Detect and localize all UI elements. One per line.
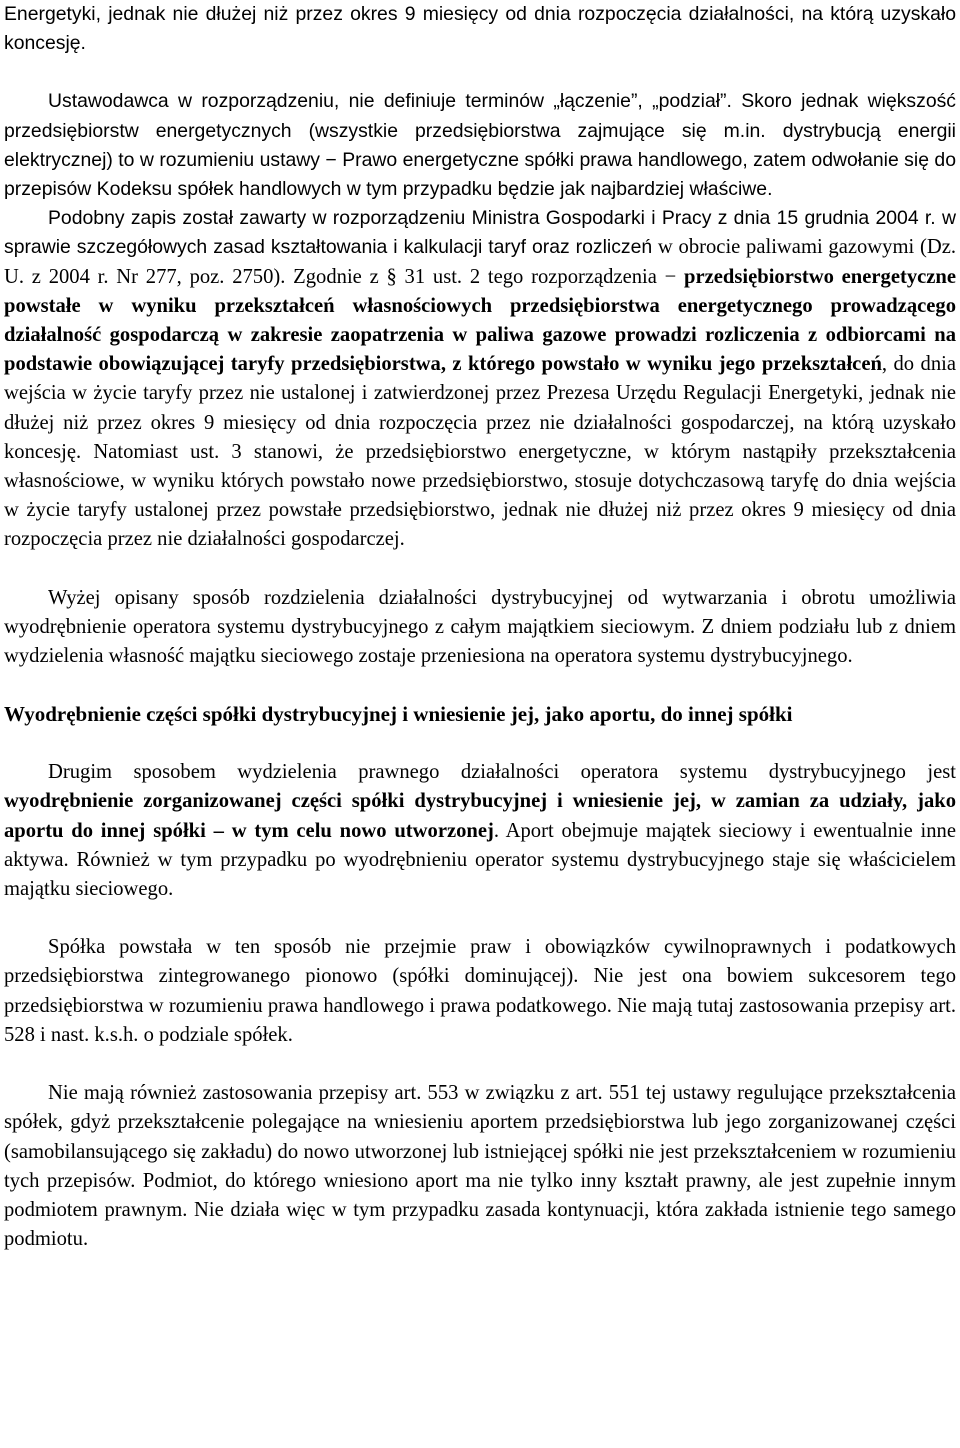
paragraph-3 [4, 204, 956, 554]
paragraph-2 [4, 87, 956, 204]
paragraph-6-text: Spółka powstała w ten sposób nie przejmie praw i obowiązków cywilnoprawnych i podatkowych przedsiębiorstwa zintegrowanego pionowo (spółki dominującej). Nie jest ona bowiem sukcesorem tego przedsiębiorstwa w rozumieniu prawa handlowego i prawa podatkowego. Nie mają tutaj zastosowania przepisy art. 528 i nast. k.s.h. o podziale spółek. [4, 936, 956, 1046]
paragraph-3-bold: przedsiębiorstwo energetyczne powstałe w wyniku przekształceń własnościowych przedsiębiorstwa energetycznego prowadzącego działalność gospodarczą w zakresie zaopatrzenia w paliwa gazowe prowadzi rozliczenia z odbiorcami na podstawie obowiązującej taryfy przedsiębiorstwa, z którego powstało w wyniku jego przekształceń [4, 265, 956, 376]
paragraph-5-text-b: . Aport obejmuje majątek sieciowy i ewentualnie inne aktywa. Również w tym przypadku po wyodrębnieniu operator systemu dystrybucyjnego staje się właścicielem majątku sieciowego. [4, 819, 956, 901]
paragraph-1 [4, 0, 956, 58]
paragraph-7-text: Nie mają również zastosowania przepisy art. 553 w związku z art. 551 tej ustawy regulujące przekształcenia spółek, gdyż przekształcenie polegające na wniesieniu aportem przedsiębiorstwa lub jego zorganizowanej części (samobilansującego się zakładu) do nowo utworzonej lub istniejącej spółki nie jest przekształceniem w rozumieniu tych przepisów. Podmiot, do którego wniesiono aport ma nie tylko inny kształt prawny, ale jest zupełnie innym podmiotem prawnym. Nie działa więc w tym przypadku zasada kontynuacji, która zakłada istnienie tego samego podmiotu. [4, 1082, 956, 1251]
paragraph-gap [4, 555, 956, 584]
paragraph-4 [4, 584, 956, 672]
paragraph-2-text: Ustawodawca w rozporządzeniu, nie definiuje terminów „łączenie”, „podział”. Skoro jednak większość przedsiębiorstw energetycznych (wszystkie przedsiębiorstwa zajmujące się m.in. dystrybucją energii elektrycznej) to w rozumieniu ustawy − Prawo energetyczne spółki prawa handlowego, zatem odwołanie się do przepisów Kodeksu spółek handlowych w tym przypadku będzie jak najbardziej właściwe. [4, 90, 956, 201]
document-page [4, 0, 956, 1254]
paragraph-5-bold: wyodrębnienie zorganizowanej części spółki dystrybucyjnej i wniesienie jej, w zamian za udziały, jako aportu do innej spółki – w tym celu nowo utworzonej [4, 790, 956, 842]
section-heading: Wyodrębnienie części spółki dystrybucyjnej i wniesienie jej, jako aportu, do innej spółki [4, 702, 793, 727]
paragraph-gap [4, 904, 956, 933]
paragraph-3-text-b: w sprawie szczegółowych zasad kształtowania i kalkulacji taryf oraz rozliczeń [4, 207, 956, 259]
paragraph-7 [4, 1079, 956, 1254]
paragraph-gap [4, 58, 956, 87]
paragraph-4-text: Wyżej opisany sposób rozdzielenia działalności dystrybucyjnej od wytwarzania i obrotu umożliwia wyodrębnienie operatora systemu dystrybucyjnego z całym majątkiem sieciowym. Z dniem podziału lub z dniem wydzielenia własność majątku sieciowego zostaje przeniesiona na operatora systemu dystrybucyjnego. [4, 586, 956, 668]
paragraph-gap [4, 1050, 956, 1079]
paragraph-3-text-d: , do dnia wejścia w życie taryfy przez nie ustalonej i zatwierdzonej przez Prezesa Urzędu Regulacji Energetyki, jednak nie dłużej niż przez okres 9 miesięcy od dnia rozpoczęcia przez nie działalności gospodarczej, na którą uzyskało koncesję. Natomiast ust. 3 stanowi, że przedsiębiorstwo energetyczne, w którym nastąpiły przekształcenia własnościowe, w wyniku których powstało nowe przedsiębiorstwo, stosuje dotychczasową taryfę do dnia wejścia w życie taryfy ustalonej przez powstałe przedsiębiorstwo, jednak nie dłużej niż przez okres 9 miesięcy od dnia rozpoczęcia przez nie działalności gospodarczej. [4, 353, 956, 551]
paragraph-5 [4, 758, 956, 904]
paragraph-3-text-c: w obrocie paliwami gazowymi (Dz. U. z 2004 r. Nr 277, poz. 2750). Zgodnie z § 31 ust. 2 tego rozporządzenia − [4, 236, 956, 288]
paragraph-gap [4, 729, 956, 758]
paragraph-3-text-a: Podobny zapis został zawarty w rozporządzeniu Ministra Gospodarki i Pracy z dnia 15 grudnia 2004 r. [48, 207, 942, 230]
paragraph-6 [4, 933, 956, 1050]
paragraph-5-text-a: Drugim sposobem wydzielenia prawnego działalności operatora systemu dystrybucyjnego jest [48, 761, 956, 784]
paragraph-gap [4, 671, 956, 700]
paragraph-1-text: Energetyki, jednak nie dłużej niż przez okres 9 miesięcy od dnia rozpoczęcia działalności, na którą uzyskało koncesję. [4, 3, 956, 55]
